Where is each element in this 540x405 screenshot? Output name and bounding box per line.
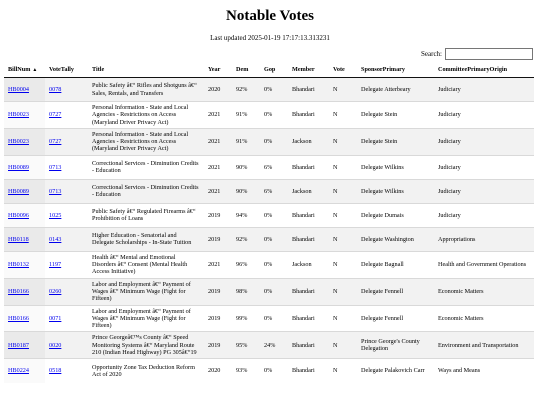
column-header-committeeprimaryorigin[interactable]: CommitteePrimaryOrigin bbox=[434, 61, 534, 78]
vote-tally-cell bbox=[45, 179, 88, 203]
year-cell: 2019 bbox=[204, 305, 232, 332]
bill-number-cell bbox=[4, 155, 45, 179]
committee-cell: Health and Government Operations bbox=[434, 251, 534, 278]
bill-number-link[interactable]: HB0132 bbox=[8, 261, 29, 269]
year-cell: 2021 bbox=[204, 102, 232, 129]
gop-percent-cell: 0% bbox=[260, 78, 288, 102]
vote-cell: N bbox=[329, 102, 357, 129]
page-title: Notable Votes bbox=[226, 8, 314, 24]
member-cell: Bhandari bbox=[288, 305, 329, 332]
dem-percent-cell: 94% bbox=[232, 203, 260, 227]
committee-cell: Ways and Means bbox=[434, 359, 534, 383]
vote-cell: N bbox=[329, 227, 357, 251]
vote-tally-link[interactable]: 0727 bbox=[49, 138, 62, 146]
dem-percent-cell: 90% bbox=[232, 155, 260, 179]
sponsor-cell: Delegate Palakovich Carr bbox=[357, 359, 434, 383]
table-row bbox=[4, 155, 534, 179]
vote-tally-cell bbox=[45, 305, 88, 332]
member-cell: Bhandari bbox=[288, 359, 329, 383]
vote-cell: N bbox=[329, 155, 357, 179]
bill-number-cell bbox=[4, 102, 45, 129]
vote-cell: N bbox=[329, 359, 357, 383]
bill-number-link[interactable]: HB0023 bbox=[8, 111, 29, 119]
committee-cell: Judiciary bbox=[434, 102, 534, 129]
bill-number-link[interactable]: HB0096 bbox=[8, 211, 29, 219]
last-updated-text: Last updated 2025-01-19 17:17:13.313231 bbox=[210, 34, 330, 42]
vote-tally-link[interactable]: 0260 bbox=[49, 287, 62, 295]
sponsor-cell: Delegate Wilkins bbox=[357, 155, 434, 179]
committee-cell: Judiciary bbox=[434, 155, 534, 179]
gop-percent-cell: 6% bbox=[260, 155, 288, 179]
year-cell: 2020 bbox=[204, 359, 232, 383]
bill-number-cell bbox=[4, 179, 45, 203]
committee-cell: Environment and Transportation bbox=[434, 332, 534, 359]
member-cell: Bhandari bbox=[288, 227, 329, 251]
committee-cell: Judiciary bbox=[434, 128, 534, 155]
bill-number-cell bbox=[4, 278, 45, 305]
search-label: Search: bbox=[421, 50, 442, 58]
vote-tally-cell bbox=[45, 128, 88, 155]
bill-title-cell: Higher Education - Senatorial and Delegate Scholarships - In-State Tuition bbox=[88, 227, 204, 251]
gop-percent-cell: 0% bbox=[260, 359, 288, 383]
vote-tally-link[interactable]: 0518 bbox=[49, 367, 62, 375]
member-cell: Bhandari bbox=[288, 332, 329, 359]
vote-tally-cell bbox=[45, 332, 88, 359]
bill-title-cell: Public Safety â€“ Rifles and Shotguns â€“ Sales, Rentals, and Transfers bbox=[88, 78, 204, 102]
gop-percent-cell: 0% bbox=[260, 278, 288, 305]
column-header-sponsorprimary[interactable]: SponsorPrimary bbox=[357, 61, 434, 78]
committee-cell: Appropriations bbox=[434, 227, 534, 251]
bill-title-cell: Labor and Employment â€“ Payment of Wages â€“ Minimum Wage (Fight for Fifteen) bbox=[88, 278, 204, 305]
vote-cell: N bbox=[329, 179, 357, 203]
gop-percent-cell: 0% bbox=[260, 227, 288, 251]
sponsor-cell: Delegate Dumais bbox=[357, 203, 434, 227]
vote-tally-cell bbox=[45, 102, 88, 129]
bill-number-cell bbox=[4, 251, 45, 278]
vote-tally-link[interactable]: 0020 bbox=[49, 341, 62, 349]
year-cell: 2019 bbox=[204, 278, 232, 305]
table-row bbox=[4, 278, 534, 305]
bill-number-cell bbox=[4, 78, 45, 102]
dem-percent-cell: 91% bbox=[232, 102, 260, 129]
year-cell: 2021 bbox=[204, 251, 232, 278]
sponsor-cell: Delegate Fennell bbox=[357, 278, 434, 305]
committee-cell: Economic Matters bbox=[434, 305, 534, 332]
member-cell: Bhandari bbox=[288, 78, 329, 102]
bill-number-cell bbox=[4, 332, 45, 359]
column-header-member[interactable]: Member bbox=[288, 61, 329, 78]
votes-table bbox=[4, 61, 534, 383]
column-header-gop[interactable]: Gop bbox=[260, 61, 288, 78]
table-row bbox=[4, 102, 534, 129]
year-cell: 2021 bbox=[204, 155, 232, 179]
column-header-billnum[interactable]: BillNum ▲ bbox=[4, 61, 45, 78]
year-cell: 2021 bbox=[204, 179, 232, 203]
dem-percent-cell: 99% bbox=[232, 305, 260, 332]
member-cell: Bhandari bbox=[288, 278, 329, 305]
sponsor-cell: Delegate Stein bbox=[357, 128, 434, 155]
vote-cell: N bbox=[329, 305, 357, 332]
bill-number-link[interactable]: HB0023 bbox=[8, 138, 29, 146]
gop-percent-cell: 0% bbox=[260, 203, 288, 227]
gop-percent-cell: 6% bbox=[260, 179, 288, 203]
table-row bbox=[4, 251, 534, 278]
vote-cell: N bbox=[329, 128, 357, 155]
vote-tally-link[interactable]: 0727 bbox=[49, 111, 62, 119]
vote-tally-link[interactable]: 0143 bbox=[49, 235, 62, 243]
dem-percent-cell: 90% bbox=[232, 179, 260, 203]
bill-title-cell: Personal Information - State and Local Agencies - Restrictions on Access (Maryland Driver Privacy Act) bbox=[88, 128, 204, 155]
vote-tally-cell bbox=[45, 78, 88, 102]
column-header-vote[interactable]: Vote bbox=[329, 61, 357, 78]
year-cell: 2020 bbox=[204, 78, 232, 102]
bill-title-cell: Prince Georgeâ€™s County â€“ Speed Monitoring Systems â€“ Maryland Route 210 (Indian Head Highway) PG 305â€“19 bbox=[88, 332, 204, 359]
column-header-year[interactable]: Year bbox=[204, 61, 232, 78]
column-header-title[interactable]: Title bbox=[88, 61, 204, 78]
vote-tally-link[interactable]: 1197 bbox=[49, 261, 62, 269]
table-row bbox=[4, 78, 534, 102]
table-row bbox=[4, 203, 534, 227]
year-cell: 2021 bbox=[204, 128, 232, 155]
vote-tally-link[interactable]: 0713 bbox=[49, 163, 62, 171]
vote-tally-cell bbox=[45, 278, 88, 305]
bill-number-cell bbox=[4, 203, 45, 227]
dem-percent-cell: 93% bbox=[232, 359, 260, 383]
bill-number-link[interactable]: HB0224 bbox=[8, 367, 29, 375]
vote-tally-cell bbox=[45, 359, 88, 383]
vote-cell: N bbox=[329, 78, 357, 102]
bill-number-cell bbox=[4, 128, 45, 155]
sponsor-cell: Delegate Atterbeary bbox=[357, 78, 434, 102]
sort-ascending-icon: ▲ bbox=[32, 67, 38, 73]
header-row bbox=[4, 61, 534, 78]
gop-percent-cell: 0% bbox=[260, 102, 288, 129]
table-row bbox=[4, 332, 534, 359]
vote-tally-cell bbox=[45, 251, 88, 278]
vote-cell: N bbox=[329, 332, 357, 359]
bill-number-cell bbox=[4, 227, 45, 251]
vote-tally-cell bbox=[45, 203, 88, 227]
search-input[interactable] bbox=[445, 48, 533, 60]
bill-title-cell: Personal Information - State and Local Agencies - Restrictions on Access (Maryland Driver Privacy Act) bbox=[88, 102, 204, 129]
committee-cell: Judiciary bbox=[434, 78, 534, 102]
bill-number-cell bbox=[4, 359, 45, 383]
year-cell: 2019 bbox=[204, 203, 232, 227]
dem-percent-cell: 95% bbox=[232, 332, 260, 359]
gop-percent-cell: 0% bbox=[260, 251, 288, 278]
bill-number-cell bbox=[4, 305, 45, 332]
bill-number-link[interactable]: HB0166 bbox=[8, 314, 29, 322]
dem-percent-cell: 92% bbox=[232, 78, 260, 102]
committee-cell: Judiciary bbox=[434, 179, 534, 203]
vote-tally-cell bbox=[45, 227, 88, 251]
bill-number-link[interactable]: HB0187 bbox=[8, 341, 29, 349]
bill-title-cell: Correctional Services - Diminution Credits - Education bbox=[88, 155, 204, 179]
bill-number-link[interactable]: HB0089 bbox=[8, 163, 29, 171]
bill-title-cell: Correctional Services - Diminution Credits - Education bbox=[88, 179, 204, 203]
dem-percent-cell: 92% bbox=[232, 227, 260, 251]
vote-tally-link[interactable]: 0078 bbox=[49, 85, 62, 93]
vote-tally-link[interactable]: 0713 bbox=[49, 187, 62, 195]
dem-percent-cell: 96% bbox=[232, 251, 260, 278]
member-cell: Bhandari bbox=[288, 102, 329, 129]
member-cell: Jackson bbox=[288, 251, 329, 278]
committee-cell: Judiciary bbox=[434, 203, 534, 227]
dem-percent-cell: 98% bbox=[232, 278, 260, 305]
search-box bbox=[421, 48, 533, 60]
vote-cell: N bbox=[329, 203, 357, 227]
committee-cell: Economic Matters bbox=[434, 278, 534, 305]
gop-percent-cell: 0% bbox=[260, 128, 288, 155]
dem-percent-cell: 91% bbox=[232, 128, 260, 155]
member-cell: Jackson bbox=[288, 179, 329, 203]
vote-cell: N bbox=[329, 251, 357, 278]
sponsor-cell: Prince George's County Delegation bbox=[357, 332, 434, 359]
bill-number-link[interactable]: HB0004 bbox=[8, 85, 29, 93]
vote-tally-link[interactable]: 1025 bbox=[49, 211, 62, 219]
vote-tally-link[interactable]: 0071 bbox=[49, 314, 62, 322]
sponsor-cell: Delegate Stein bbox=[357, 102, 434, 129]
member-cell: Jackson bbox=[288, 128, 329, 155]
table-row bbox=[4, 179, 534, 203]
column-header-dem[interactable]: Dem bbox=[232, 61, 260, 78]
year-cell: 2019 bbox=[204, 227, 232, 251]
year-cell: 2019 bbox=[204, 332, 232, 359]
bill-title-cell: Public Safety â€“ Regulated Firearms â€“ Prohibition of Loans bbox=[88, 203, 204, 227]
bill-title-cell: Labor and Employment â€“ Payment of Wages â€“ Minimum Wage (Fight for Fifteen) bbox=[88, 305, 204, 332]
member-cell: Bhandari bbox=[288, 203, 329, 227]
column-header-votetally[interactable]: VoteTally bbox=[45, 61, 88, 78]
table-row bbox=[4, 359, 534, 383]
vote-tally-cell bbox=[45, 155, 88, 179]
table-row bbox=[4, 128, 534, 155]
bill-number-link[interactable]: HB0089 bbox=[8, 187, 29, 195]
sponsor-cell: Delegate Wilkins bbox=[357, 179, 434, 203]
table-row bbox=[4, 227, 534, 251]
bill-title-cell: Health â€“ Mental and Emotional Disorders â€“ Consent (Mental Health Access Initiative) bbox=[88, 251, 204, 278]
sponsor-cell: Delegate Washington bbox=[357, 227, 434, 251]
member-cell: Bhandari bbox=[288, 155, 329, 179]
sponsor-cell: Delegate Bagnall bbox=[357, 251, 434, 278]
bill-title-cell: Opportunity Zone Tax Deduction Reform Act of 2020 bbox=[88, 359, 204, 383]
bill-number-link[interactable]: HB0166 bbox=[8, 287, 29, 295]
sponsor-cell: Delegate Fennell bbox=[357, 305, 434, 332]
bill-number-link[interactable]: HB0118 bbox=[8, 235, 29, 243]
gop-percent-cell: 24% bbox=[260, 332, 288, 359]
vote-cell: N bbox=[329, 278, 357, 305]
gop-percent-cell: 0% bbox=[260, 305, 288, 332]
table-row bbox=[4, 305, 534, 332]
